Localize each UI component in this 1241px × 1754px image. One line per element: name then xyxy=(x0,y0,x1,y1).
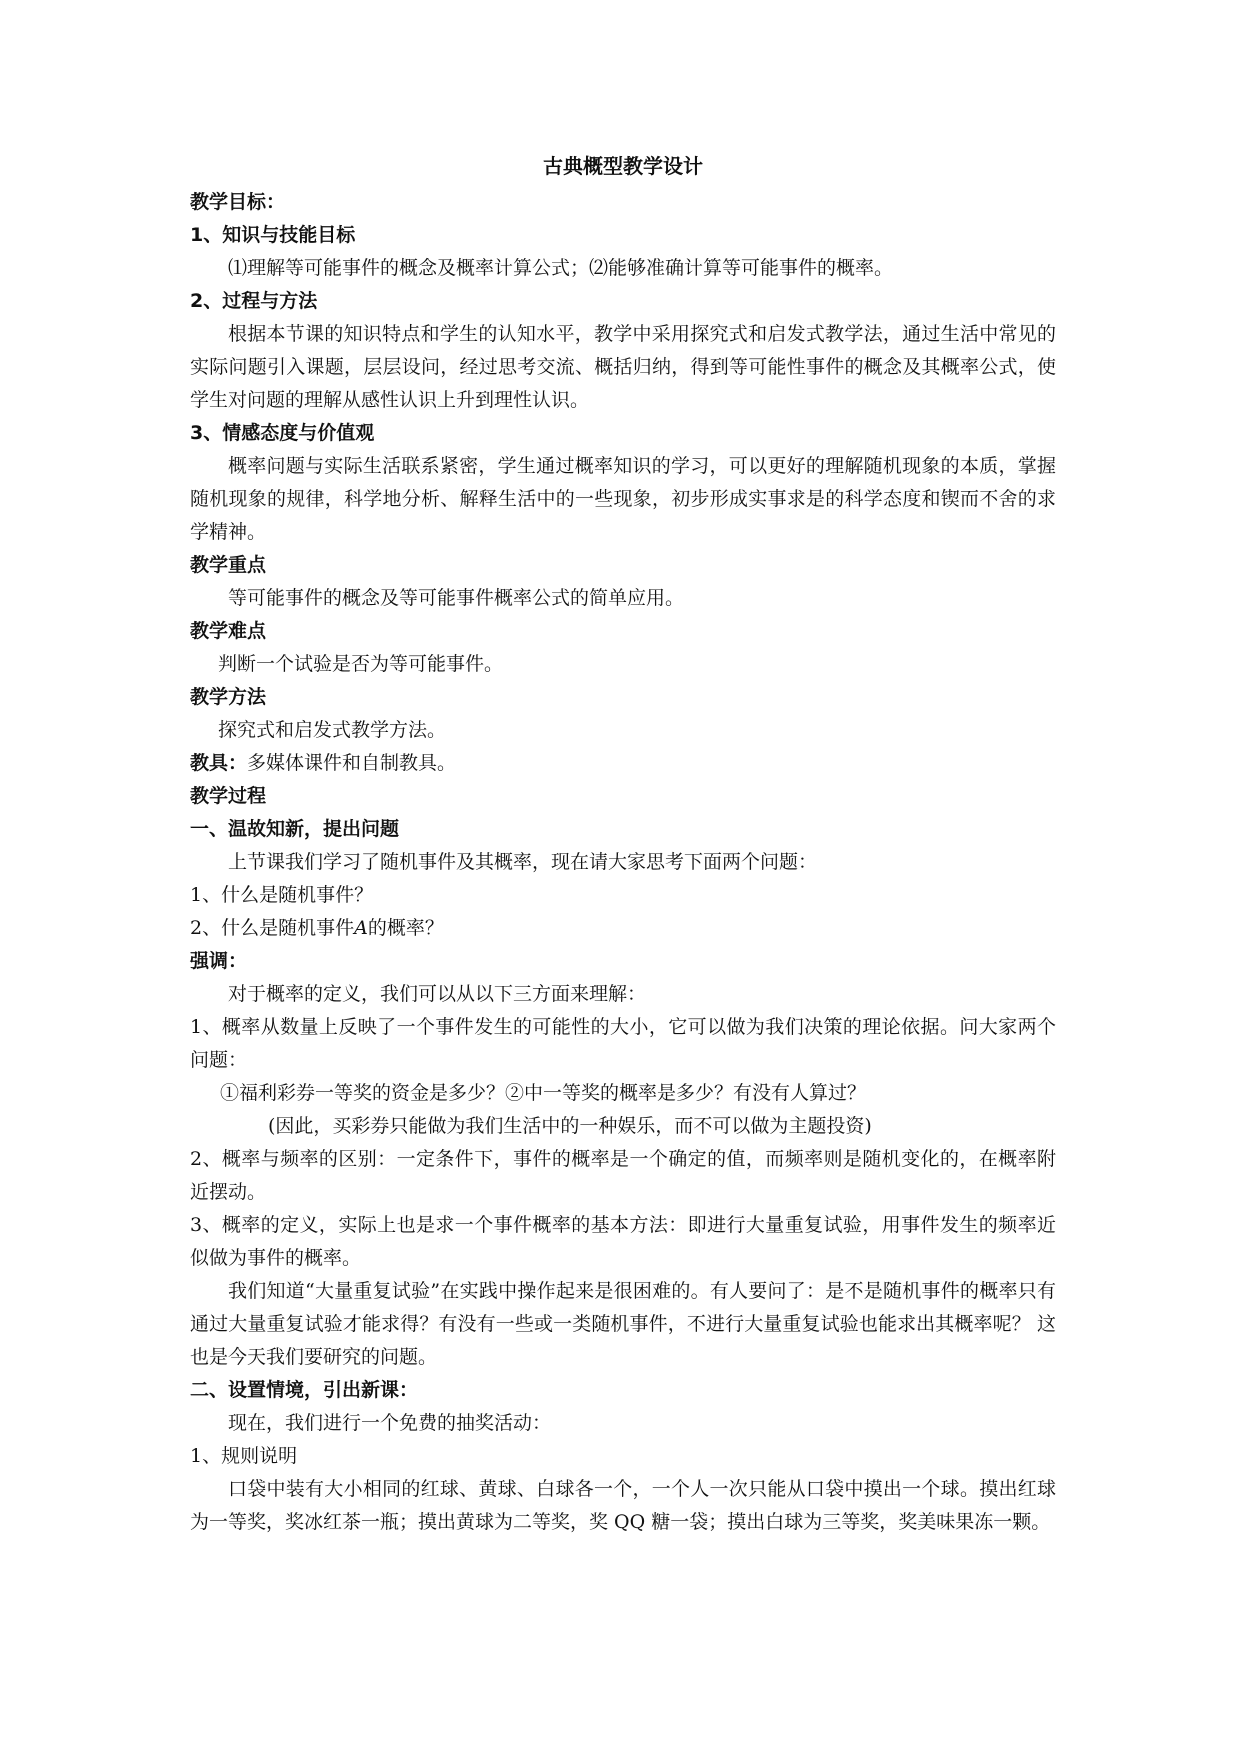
goal-2-heading: 2、过程与方法 xyxy=(190,290,318,312)
tools-line xyxy=(190,747,1056,780)
point-1-note: (因此，买彩券只能做为我们生活中的一种娱乐，而不可以做为主题投资) xyxy=(268,1115,872,1137)
emphasis-heading: 强调： xyxy=(190,950,248,972)
key-points-heading: 教学重点 xyxy=(190,554,267,576)
goal-2-text: 根据本节课的知识特点和学生的认知水平，教学中采用探究式和启发式教学法，通过生活中常见的实际问题引入课题，层层设问，经过思考交流、概括归纳，得到等可能性事件的概念及其概率公式，使学生对问题的理解从感性认识上升到理性认识。 xyxy=(190,323,1056,411)
part-2-intro: 现在，我们进行一个免费的抽奖活动： xyxy=(228,1412,552,1434)
tools-text: 多媒体课件和自制教具。 xyxy=(247,752,457,774)
question-2-variable: A xyxy=(354,917,368,939)
key-points-text: 等可能事件的概念及等可能事件概率公式的简单应用。 xyxy=(228,587,685,609)
point-2-text: 2、概率与频率的区别：一定条件下，事件的概率是一个确定的值，而频率则是随机变化的，在概率附近摆动。 xyxy=(190,1148,1056,1203)
point-1-text: 1、概率从数量上反映了一个事件发生的可能性的大小，它可以做为我们决策的理论依据。问大家两个问题： xyxy=(190,1016,1056,1071)
rules-heading: 1、规则说明 xyxy=(190,1445,298,1467)
section-heading-goals: 教学目标： xyxy=(190,191,286,213)
goal-1-text: ⑴理解等可能事件的概念及概率计算公式；⑵能够准确计算等可能事件的概率。 xyxy=(228,257,894,279)
methods-text: 探究式和启发式教学方法。 xyxy=(218,719,447,741)
emphasis-intro: 对于概率的定义，我们可以从以下三方面来理解： xyxy=(228,983,647,1005)
question-2 xyxy=(190,912,1056,945)
methods-heading: 教学方法 xyxy=(190,686,267,708)
question-2-pre: 2、什么是随机事件 xyxy=(190,917,355,939)
point-3-text: 3、概率的定义，实际上也是求一个事件概率的基本方法：即进行大量重复试验，用事件发生的频率近似做为事件的概率。 xyxy=(190,1214,1056,1269)
difficulties-text: 判断一个试验是否为等可能事件。 xyxy=(218,653,504,675)
points-summary-paragraph: 我们知道“大量重复试验”在实践中操作起来是很困难的。有人要问了：是不是随机事件的概率只有通过大量重复试验才能求得？有没有一些或一类随机事件，不进行大量重复试验也能求出其概率呢？ 这也是今天我们要研究的问题。 xyxy=(190,1280,1056,1368)
point-1-questions: ①福利彩券一等奖的资金是多少？②中一等奖的概率是多少？有没有人算过？ xyxy=(220,1082,867,1104)
part-1-intro: 上节课我们学习了随机事件及其概率，现在请大家思考下面两个问题： xyxy=(228,851,818,873)
rules-text: 口袋中装有大小相同的红球、黄球、白球各一个，一个人一次只能从口袋中摸出一个球。摸出红球为一等奖，奖冰红茶一瓶；摸出黄球为二等奖，奖 QQ 糖一袋；摸出白球为三等奖，奖美味果冻一颗。 xyxy=(190,1478,1056,1533)
question-2-post: 的概率？ xyxy=(367,917,444,939)
tools-label: 教具： xyxy=(190,752,248,774)
part-1-heading: 一、温故知新，提出问题 xyxy=(190,818,400,840)
goal-3-text: 概率问题与实际生活联系紧密，学生通过概率知识的学习，可以更好的理解随机现象的本质，掌握随机现象的规律，科学地分析、解释生活中的一些现象，初步形成实事求是的科学态度和锲而不舍的求学精神。 xyxy=(190,455,1056,543)
part-2-heading: 二、设置情境，引出新课： xyxy=(190,1379,419,1401)
goal-3-heading: 3、情感态度与价值观 xyxy=(190,422,375,444)
document-body xyxy=(190,150,1056,1539)
difficulties-heading: 教学难点 xyxy=(190,620,267,642)
question-1: 1、什么是随机事件？ xyxy=(190,884,374,906)
document-title: 古典概型教学设计 xyxy=(543,154,703,178)
process-heading: 教学过程 xyxy=(190,785,267,807)
goal-1-heading: 1、知识与技能目标 xyxy=(190,224,356,246)
